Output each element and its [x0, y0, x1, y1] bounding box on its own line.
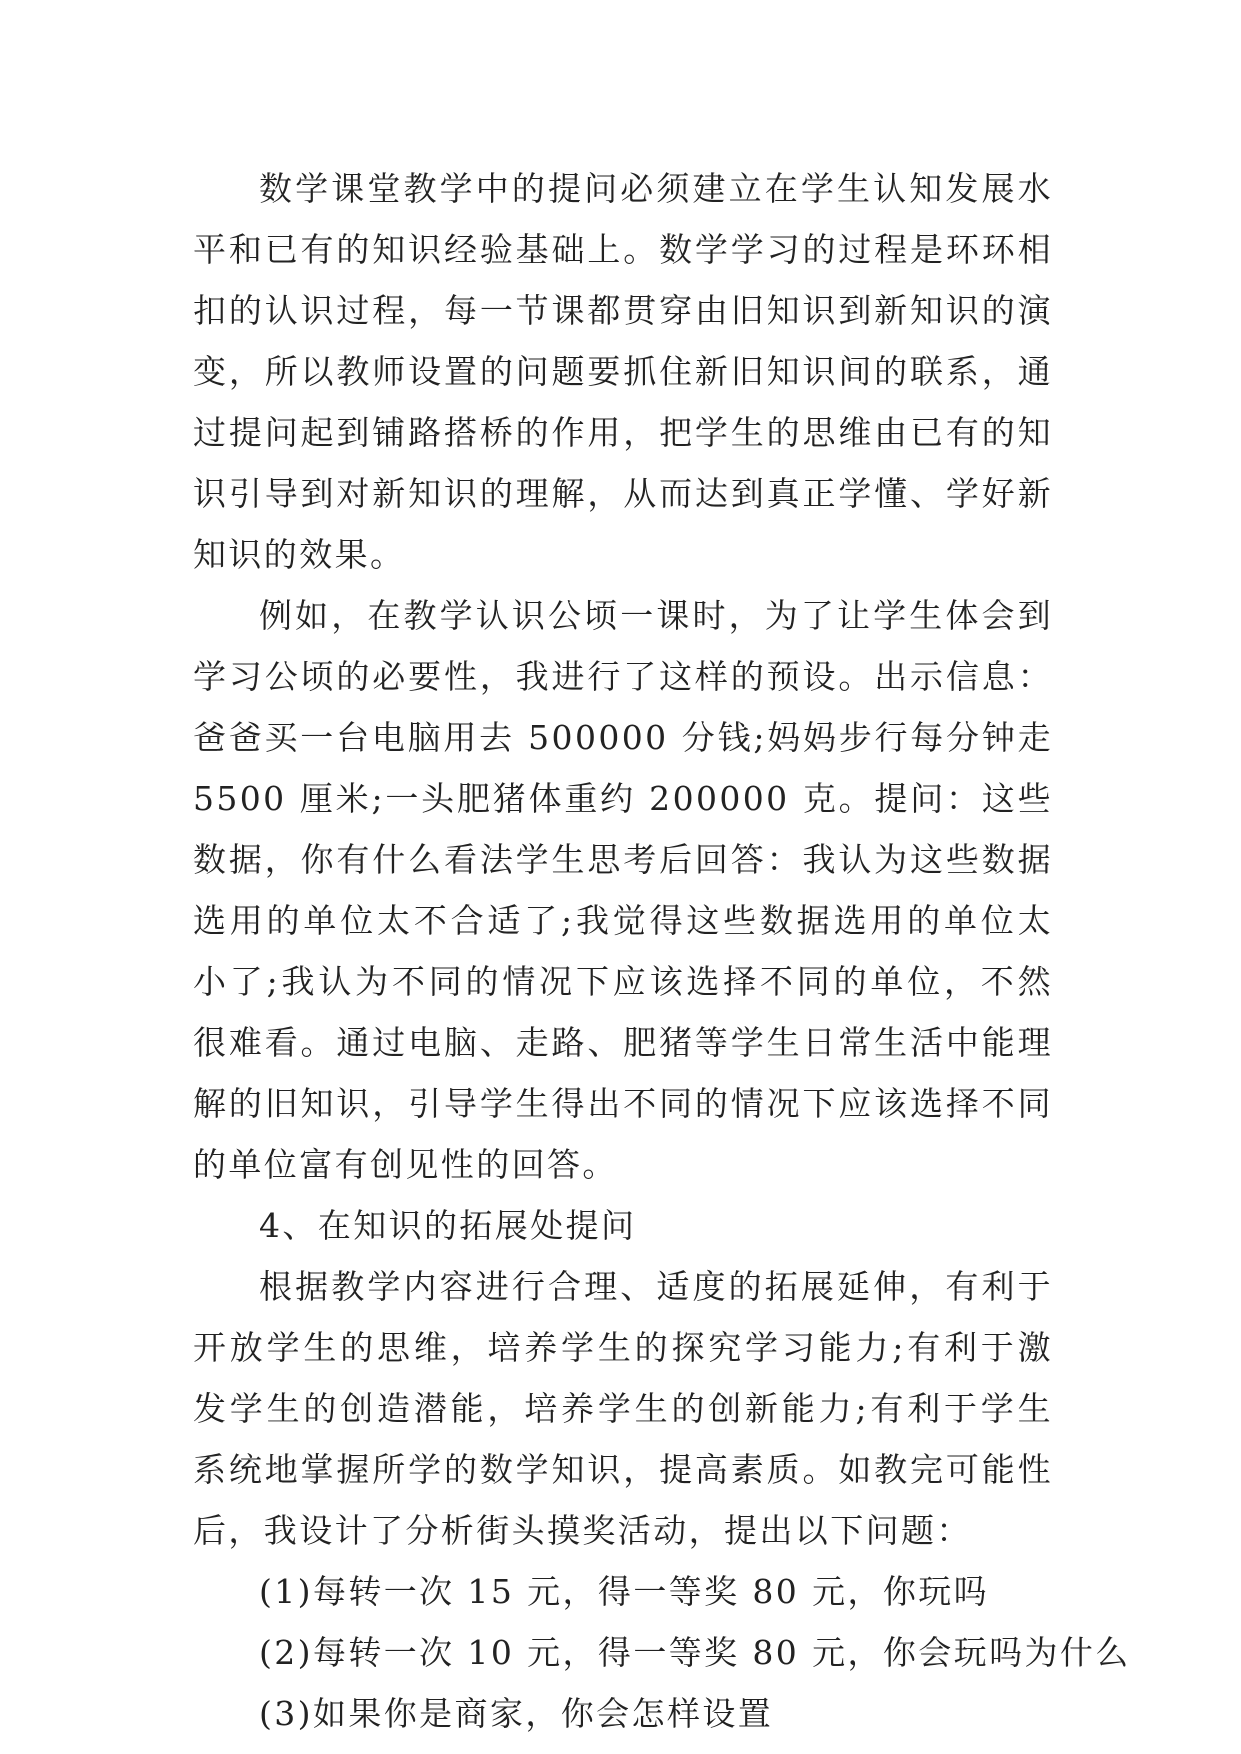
paragraph-extension: 根据教学内容进行合理、适度的拓展延伸，有利于开放学生的思维，培养学生的探究学习能力;有利于激发学生的创造潜能，培养学生的创新能力;有利于学生系统地掌握所学的数学知识，提高素质。如教完可能性后，我设计了分析街头摸奖活动，提出以下问题：	[193, 1267, 1053, 1550]
question-item-2: (2)每转一次 10 元，得一等奖 80 元，你会玩吗为什么	[259, 1633, 1131, 1672]
paragraph-hectare-example: 例如，在教学认识公顷一课时，为了让学生体会到学习公顷的必要性，我进行了这样的预设。出示信息：爸爸买一台电脑用去 500000 分钱;妈妈步行每分钟走 5500 厘米;一头肥猪体重约 200000 克。提问：这些数据，你有什么看法学生思考后回答：我认为这些数据选用的单位太不合适了;我觉得这些数据选用的单位太小了;我认为不同的情况下应该选择不同的单位，不然很难看。通过电脑、走路、肥猪等学生日常生活中能理解的旧知识，引导学生得出不同的情况下应该选择不同的单位富有创见性的回答。	[193, 596, 1053, 1184]
question-item-3: (3)如果你是商家，你会怎样设置	[259, 1694, 774, 1733]
document-body	[193, 158, 1131, 1744]
question-item-1: (1)每转一次 15 元，得一等奖 80 元，你玩吗	[259, 1572, 990, 1611]
section-heading-extension: 4、在知识的拓展处提问	[259, 1206, 637, 1245]
paragraph-questioning-principle: 数学课堂教学中的提问必须建立在学生认知发展水平和已有的知识经验基础上。数学学习的过程是环环相扣的认识过程，每一节课都贯穿由旧知识到新知识的演变，所以教师设置的问题要抓住新旧知识间的联系，通过提问起到铺路搭桥的作用，把学生的思维由已有的知识引导到对新知识的理解，从而达到真正学懂、学好新知识的效果。	[193, 169, 1053, 574]
